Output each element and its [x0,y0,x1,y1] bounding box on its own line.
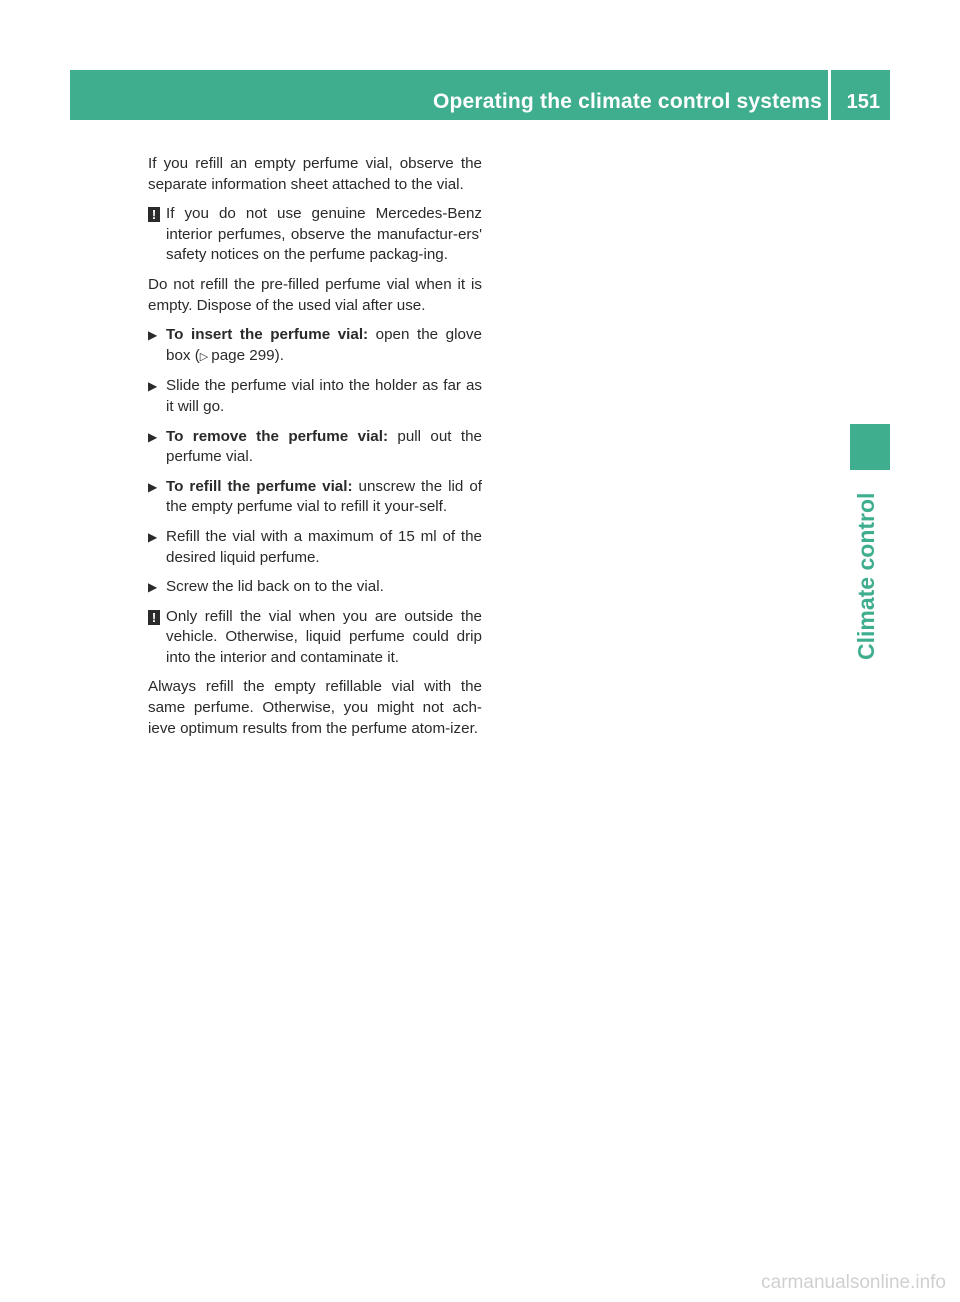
step-screw-lid [148,577,482,598]
warning-icon: ! [148,207,160,222]
step-text: Refill the vial with a maximum of 15 ml of the desired liquid perfume. [166,527,482,566]
step-arrow-icon: ▶ [148,379,158,394]
step-text: Slide the perfume vial into the holder as far as it will go. [166,377,482,415]
warning-text-1: If you do not use genuine Mercedes-Benz interior perfumes, observe the manufactur-ers' safety notices on the perfume packag-ing. [166,205,482,264]
page-content [148,154,482,748]
step-arrow-icon: ▶ [148,328,158,343]
page-header [70,70,890,120]
step-fill-volume [148,527,482,568]
step-text: pull out the perfume vial. [166,427,482,466]
page-number: 151 [846,91,880,113]
step-slide [148,376,482,417]
step-text: ). [274,346,284,364]
step-arrow-icon: ▶ [148,479,158,494]
step-arrow-icon: ▶ [148,429,158,444]
section-title: Operating the climate control systems [432,90,822,113]
step-arrow-icon: ▶ [148,580,158,595]
page-reference-icon: ▷ [199,350,209,363]
header-divider [828,70,831,120]
step-insert [148,325,482,367]
intro-paragraph: If you refill an empty perfume vial, observe the separate information sheet attached to the vial. [148,155,482,193]
closing-paragraph: Always refill the empty refillable vial with the same perfume. Otherwise, you might not ach-ieve optimum results from the perfume atom-izer. [148,678,482,737]
warning-icon: ! [148,610,160,625]
step-remove [148,427,482,468]
warning-block-1 [148,204,482,266]
step-text: open the glove box ( [166,326,482,364]
side-tab-marker [850,424,890,470]
step-label: To remove the perfume vial: [166,427,389,445]
step-refill [148,477,482,518]
warning-text-2: Only refill the vial when you are outside the vehicle. Otherwise, liquid perfume could drip into the interior and contaminate it. [166,607,482,666]
warning-block-2 [148,607,482,669]
step-label: To insert the perfume vial: [166,326,369,344]
watermark: carmanualsonline.info [761,1272,946,1293]
step-text: unscrew the lid of the empty perfume vial to refill it your-self. [166,477,482,516]
note-paragraph: Do not refill the pre-filled perfume vial when it is empty. Dispose of the used vial after use. [148,275,482,314]
step-arrow-icon: ▶ [148,529,158,544]
side-tab-label: Climate control [853,492,879,660]
page-reference-link[interactable]: page 299 [211,346,275,364]
step-label: To refill the perfume vial: [166,477,353,495]
step-text: Screw the lid back on to the vial. [166,578,384,596]
